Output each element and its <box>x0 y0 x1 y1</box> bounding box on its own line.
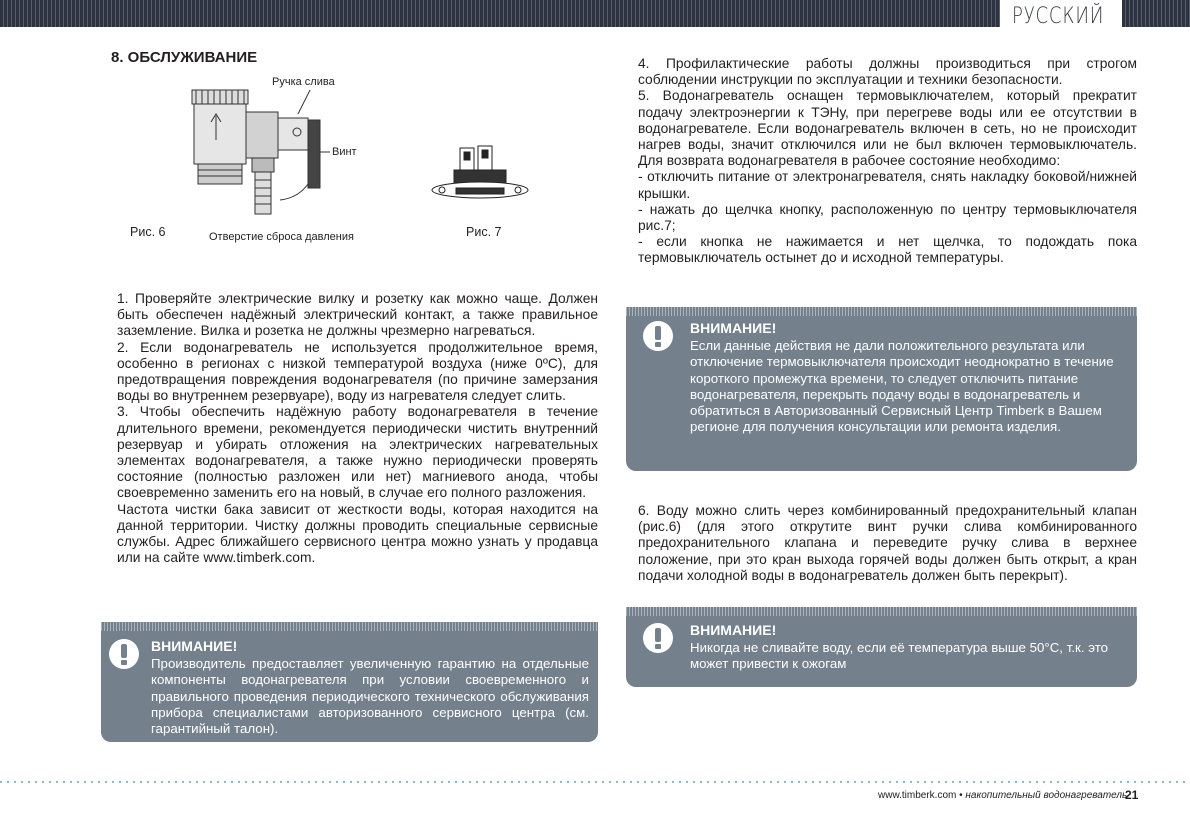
exclamation-icon <box>643 321 673 351</box>
section-title: 8. ОБСЛУЖИВАНИЕ <box>111 49 258 66</box>
left-text <box>117 291 598 566</box>
paragraph-4: Частота чистки бака зависит от жесткости воды, которая находится на данной территории. Чистку должны проводить специальные сервисные службы. Адрес ближайшего сервисного центра можно узнать у продавца или на сайте www.timberk.com. <box>117 501 598 566</box>
paragraph-r5: 5. Водонагреватель оснащен термовыключателем, который прекратит подачу электроэнергии к ТЭНу, при перегреве воды или ее отсутствии в водонагревателе. Если водонагреватель включен в сеть, но не происходит нагрев воды, значит отключился или не был включен термовыключатель. Для возврата водонагревателя в рабочее состояние необходимо: <box>638 88 1137 169</box>
paragraph-r6: 6. Воду можно слить через комбинированный предохранительный клапан (рис.6) (для этого открутите винт ручки слива комбинированного предохранительного клапана и переведите ручку слива в верхнее положение, при это кран выхода горячей воды должен быть открыт, а кран подачи холодной воды в водонагреватель должен быть перекрыт). <box>638 503 1137 583</box>
header-bar <box>0 0 1000 27</box>
warning-stripe <box>626 607 1137 616</box>
paragraph-r4: 4. Профилактические работы должны производиться при строгом соблюдении инструкции по эксплуатации и техники безопасности. <box>638 56 1137 88</box>
language-label: РУССКИЙ <box>1012 4 1105 29</box>
warning-title: ВНИМАНИЕ! <box>151 638 238 654</box>
exclamation-icon <box>109 639 139 669</box>
footer-site: www.timberk.com <box>878 790 957 801</box>
footer-product: накопительный водонагреватель <box>965 790 1128 801</box>
paragraph-2: 2. Если водонагреватель не используется продолжительное время, особенно в регионах с низкой температурой воздуха (ниже 0ºС), для предотвращения повреждения водонагревателя (по причине замерзания воды во внутреннем резервуаре), воду из нагревателя следует слить. <box>117 339 598 404</box>
right-text-bottom <box>638 503 1137 584</box>
warning-text: Производитель предоставляет увеличенную гарантию на отдельные компоненты водонагревателя при условии своевременного и правильного проведения периодического технического обслуживания прибора специалистами авторизованного сервисного центра (см. гарантийный талон). <box>151 656 589 737</box>
footer-separator: • <box>956 790 966 801</box>
warning-stripe <box>101 622 598 631</box>
warning-box-left <box>101 622 598 742</box>
fig7-caption: Рис. 7 <box>466 225 502 239</box>
handle-label: Ручка слива <box>272 76 335 88</box>
thermostat-drawing <box>422 138 542 208</box>
exclamation-icon <box>643 623 673 653</box>
warning-box-right-1 <box>626 307 1137 471</box>
fig6-caption: Рис. 6 <box>130 225 166 239</box>
screw-label: Винт <box>332 146 357 158</box>
warning-title: ВНИМАНИЕ! <box>690 622 777 638</box>
footer-dotted-line <box>0 781 1190 783</box>
warning-box-right-2 <box>626 607 1137 687</box>
warning-text: Если данные действия не дали положительного результата или отключение термовыключателя происходит неоднократно в течение короткого промежутка времени, то следует отключить питание водонагревателя, перекрыть подачу воды в водонагреватель и обратиться в Авторизованный Сервисный Центр Timberk в Вашем регионе для получения консультации или ремонта изделия. <box>690 338 1114 435</box>
paragraph-3: 3. Чтобы обеспечить надёжную работу водонагревателя в течение длительного времени, рекомендуется периодически чистить внутренний резервуар и убирать отложения на электрических нагревательных элементах водонагревателя, а также нужно периодически проверять состояние (полностью разложен или нет) магниевого анода, чтобы своевременно заменить его на новый, в случае его полного разложения. <box>117 404 598 501</box>
paragraph-1: 1. Проверяйте электрические вилку и розетку как можно чаще. Должен быть обеспечен надёжный электрический контакт, а также правильное заземление. Вилка и розетка не должны чрезмерно нагреваться. <box>117 291 598 339</box>
step-2: - нажать до щелчка кнопку, расположенную по центру термовыключателя рис.7; <box>638 201 1137 234</box>
page-number: 21 <box>1125 788 1139 802</box>
footer-text <box>878 790 1127 801</box>
header-bar-right <box>1122 0 1190 27</box>
warning-text: Никогда не сливайте воду, если её температура выше 50°С, т.к. это может привести к ожогам <box>690 640 1109 672</box>
right-text-top <box>638 56 1137 267</box>
warning-title: ВНИМАНИЕ! <box>690 320 777 336</box>
hole-label: Отверстие сброса давления <box>209 231 354 243</box>
step-1: - отключить питание от электронагревателя, снять накладку боковой/нижней крышки. <box>638 169 1137 201</box>
step-3: - если кнопка не нажимается и нет щелчка, то подождать пока термовыключатель остынет до и исходной температуры. <box>638 234 1137 266</box>
warning-stripe <box>626 307 1137 316</box>
